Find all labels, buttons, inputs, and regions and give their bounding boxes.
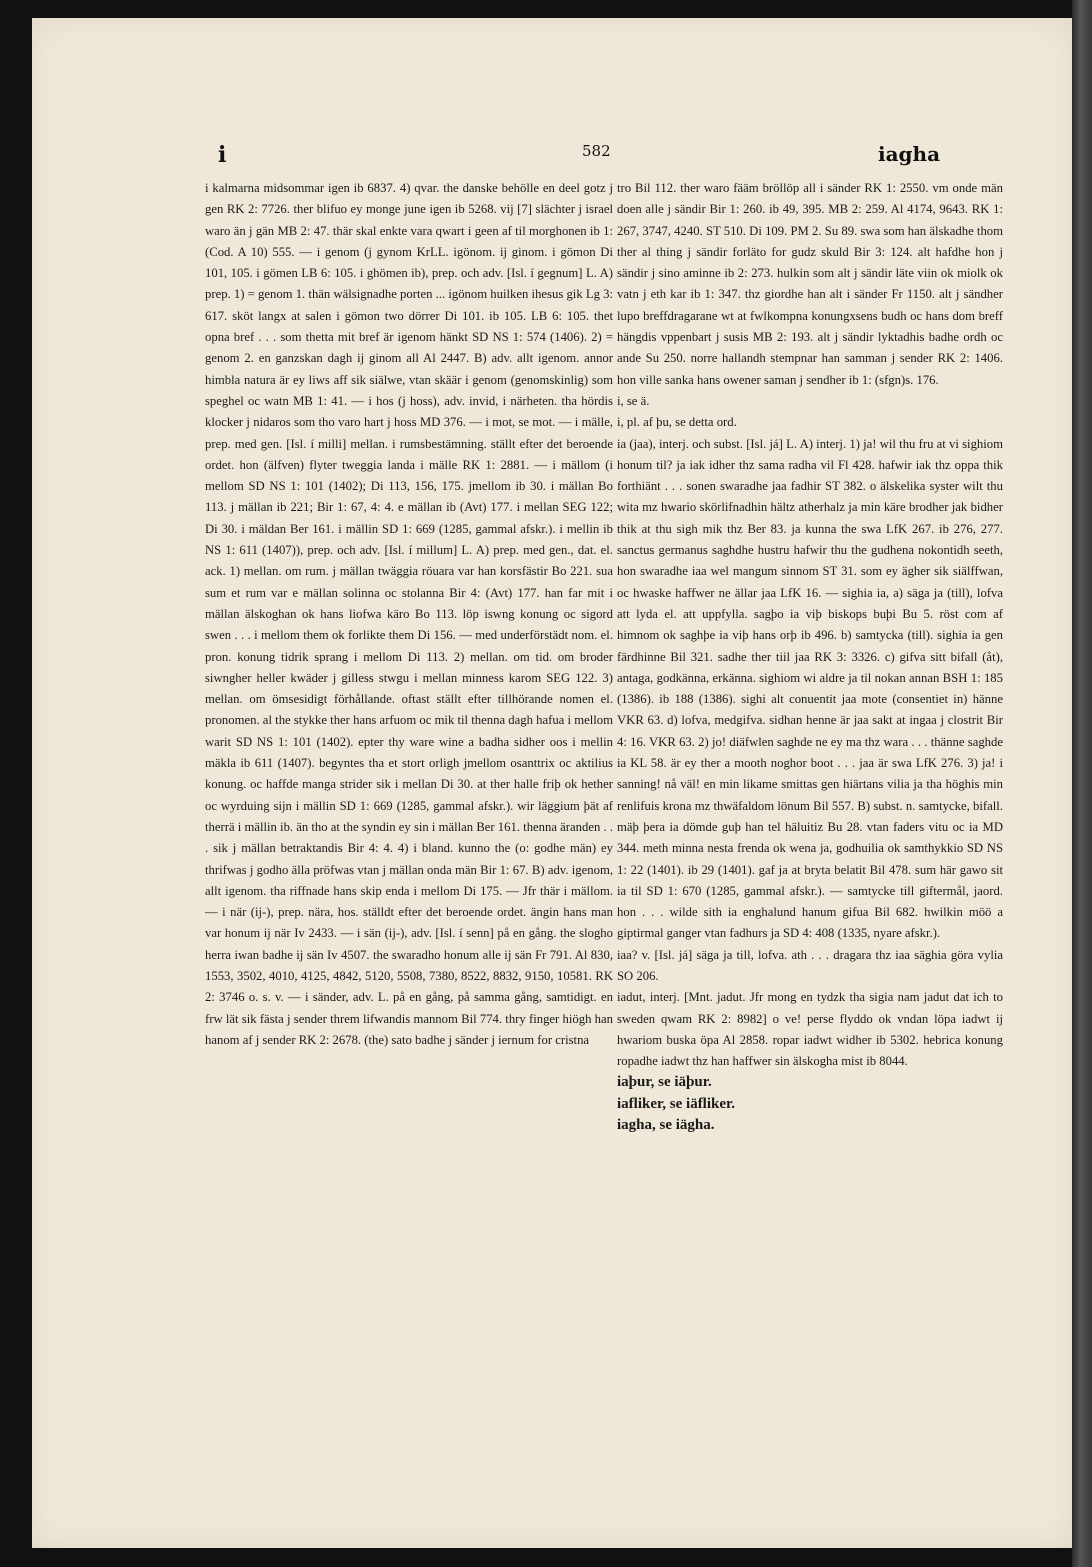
book-edge (1072, 0, 1092, 1567)
entry-iagha: iagha, se iägha. (617, 1117, 715, 1134)
page-number: 582 (582, 142, 611, 160)
left-column-text: i kalmarna midsommar igen ib 6837. 4) qvar. the danske behölle en deel gotz j gen RK 2: 7726. ther blifuo ey monge june igen ib 5268. vij [7] slächter j israel waro än j gän MB 2: 47. thär skal enkte vara qwart i geen af til morghonen ib 1: (Cod. A 10) 555. — i genom (j gynom KrLL. igönom. ij ginom. i gömon Di 101, 105. i gömen LB 6: 105. i ghömen ib), prep. och adv. [Isl. í gegnum] L. A) prep. 1) = genom 1. thän wälsignadhe porten ... igönom huilken ihesus gik Lg 3: 617. sköt langx at salen i gömon two dörrer Di 101. ib 105. LB 6: 105. thet opna bref . . . som thetta mit bref är igenom hänkt SD NS 1: 574 (1406). 2) = genom 2. en ganzskan dagh ij ginom all Al 2447. B) adv. allt igenom. annor himbla natura är ey liws aff sik siälwe, vtan skäär i genom (genomskinlig) som speghel oc watn MB 1: 41. — i hos (j hoss), adv. invid, i närheten. tha hördis klocker j nidaros som tho varo hart j hoss MD 376. — i mot, se mot. — i mälle, prep. med gen. [Isl. í milli] mellan. i rumsbestämning. ställt efter det beroende ordet. hon (älfven) flyter tweggia landa i mälle RK 1: 2881. — i mällom (i mellom SD NS 1: 101 (1402); Di 113, 156, 175. jmellom ib 30. i mällan Bo 113. j mällan ib 221; Bir 1: 67, 4: 4. e mällan ib (Avt) 177. i mellan SEG 122; Di 30. i mäldan Ber 161. i mällin SD 1: 669 (1285, gammal afskr.). i mellin ib NS 1: 611 (1407)), prep. och adv. [Isl. í millum] L. A) prep. med gen., dat. el. ack. 1) mellan. om rum. j mällan twäggia röuara var han korsfästir Bo 221. sua sum et rum var e mällan solinna oc stolanna Bir 4: (Avt) 177. han far mit i mällan älskoghan ok hans liofwa käro Bo 113. löp iswng konung oc sigord swen . . . i mellom them ok forlikte them Di 156. — med underförstädt nom. el. pron. konung tidrik sprang i mellom Di 113. 2) mellan. om tid. om broder siwngher heller kwäder j gilless stwgu i mellan minness karom SEG 122. 3) mellan. om ömsesidigt förhållande. oftast ställt efter tillhörande nomen el. pronomen. al the stykke ther hans arfuom oc mik til thenna dagh hafua i mellom warit SD NS 1: 101 (1402). epter thy ware wine a badha sidher oos i mellin mäkla ib 611 (1407). begyntes tha et stort orligh jmellom osanttrix oc aktilius konung. oc haffde manga strider sik i mellan Di 30. at ther halle friþ ok hether oc wyrduing sijn i mällin SD 1: 669 (1285, gammal afskr.). wir läggium þät af therrä i mällin ib. än tho at the syndin ey sin i mällan Ber 161. thenna äranden . . . sik j mällan betraktandis Bir 4: 4. 4) i bland. kunno the (o: godhe män) ey thrifwas j godho älla pröfwas vtan j mällan onda män Bir 1: 67. B) adv. igenom, allt igenom. tha riffnade hans skip enda i mellom Di 175. — Jfr thär i mällom. — i när (ij-), prep. nära, hos. ställdt efter det beroende ordet. ängin hans man var honum ij när Iv 2433. — i sän (ij-), adv. [Isl. í senn] på en gång. the slogho herra iwan badhe ij sän Iv 4507. the swaradho honum alle ij sän Fr 791. Al 830, 1553, 3502, 4010, 4125, 4842, 5120, 5508, 7380, 8522, 8832, 9150, 10581. RK 2: 3746 o. s. v. — i sänder, adv. L. på en gång, på samma gång, samtidigt. en frw lät sik fästa j sender threm lifwandis mannom Bil 774. thry finger hiögh han hanom af j sender RK 2: 2678. (the) sato badhe j sänder j iernum for cristna (205, 181, 614, 1047)
entry-i-se-a: i, se ä. (617, 393, 650, 408)
entry-continuation: tro Bil 112. ther waro fääm bröllöp all i sänder RK 1: 2550. vm onde män doen alle j sändir Bir 1: 260. ib 49, 395. MB 2: 259. Al 4174, 9643. RK 1: 267, 3747, 4240. ST 510. Di 109. PM 2. Su 89. swa som han älskadhe thom ther al thing j sändir forläto for gudz skuld Bir 3: 124. alt hafdhe hon j sändir j sino aminne ib 2: 273. hulkin som alt j sändir läte viin ok miolk ok vatn j eth kar ib 1: 347. thz giordhe han alt i sänder Fr 1150. alt j sändher lupo breffdragarane wt at fwlkompna konungxsens budh oc hans dom breff hängdis vppenbart j susis MB 2: 193. alt j sändir lyktadhis badhe ordh oc ande Su 250. norre hallandh stempnar han samman j sender RK 2: 1406. hon ville sanka hans owener saman j sendher ib 1: (sfgn)s. 176. (617, 181, 1003, 387)
entry-iafliker: iafliker, se iäfliker. (617, 1095, 736, 1112)
right-column (617, 178, 1003, 1136)
running-header (190, 128, 990, 168)
entry-iathur: iaþur, se iäþur. (617, 1074, 712, 1091)
entry-iaa: iaa? v. [Isl. já] säga ja till, lofva. ath . . . dragara thz iaa säghia göra vylia SO 206. (617, 947, 1003, 983)
header-right-headword: iagha (878, 142, 941, 166)
left-column (205, 178, 613, 1051)
entry-i-pl: i, pl. af þu, se detta ord. (617, 415, 737, 430)
header-left-headword: i (218, 142, 227, 168)
entry-iadut: iadut, interj. [Mnt. jadut. Jfr mong en tydzk tha sigia nam jadut dat ich to sweden qwam RK 2: 8982] o ve! perse flyddo ok vndan löpa iadwt ij hwariom buska öpa Al 2858. ropar iadwt widher ib 5302. hebrica konung ropadhe iadwt thz han haffwer sin älskogha mist ib 8044. (617, 990, 1003, 1069)
entry-ia: ia (jaa), interj. och subst. [Isl. já] L. A) interj. 1) ja! wil thu fru at vi sighiom honum til? ja iak idher thz sama radha vil Fl 428. hafwir iak thz oppa thik forthiänt . . . sonen swaradhe jaa fadhir ST 382. o älskelika syster wilt thu wita mz hwario skörlifnadhin hältz atherhalz ja min käre brodher jak bidher thik at thu sigh mik thz Ber 83. ja kunna the swa LfK 267. ib 276, 277. sanctus germanus saghdhe hustru hafwir thu the gudhena nokontidh seeth, hon swaradhe iaa wel mangum sinnom ST 31. som ey ägher sik siälffwan, oc hwaske haffwer ne ällar jaa LfK 16. — sighia ia, a) säga ja (till), lofva att lyda el. att uppfylla. sagþo ia viþ biskops buþi Bu 5. röst com af himnom ok saghþe ia viþ hans orþ ib 496. b) samtycka (till). sighia ia gen färdhinne Bil 321. sadhe ther tiil jaa RK 3: 3326. c) gifva sitt bifall (åt), antaga, godkänna, erkänna. sighiom wi aldre ja til nokan annan BSH 1: 185 (1386). ib 188 (1386). sighi alt conuentit jaa mote (consentiet in) hänne VKR 63. d) lofva, medgifva. sidhan henne är jaa sakt at ingaa j clostrit Bir 4: 16. VKR 63. 2) jo! diäfwlen saghde ne ey ma thz wara . . . thänne saghde ia KL 58. är ey ther a mooth noghor boot . . . jaa är swa LfK 276. 3) ja! i sanning! nå väl! en min likame smittas gen hiärtans vilia ja tha höghis min renlifuis krona mz thwäfaldom lönum Bil 557. B) subst. n. samtycke, bifall. mäþ þera ia dömde guþ han tel häluitiz Bu 28. vtan faders vitu oc ia MD 344. meth minna nesta frenda ok wena ja, godhuilia ok samthykkio SD NS 1: 22 (1401). ib 29 (1401). gaf ja at bryta belatit Bil 478. sum här gawo sit ia til SD 1: 670 (1285, gammal afskr.). — samtycke till giftermål, jaord. hon . . . wilde sith ia enghalund hanum gifua Bil 682. hwilkin möö a giptirmal ganger vtan fadhurs ja SD 4: 408 (1335, nyare afskr.). (617, 436, 1003, 941)
